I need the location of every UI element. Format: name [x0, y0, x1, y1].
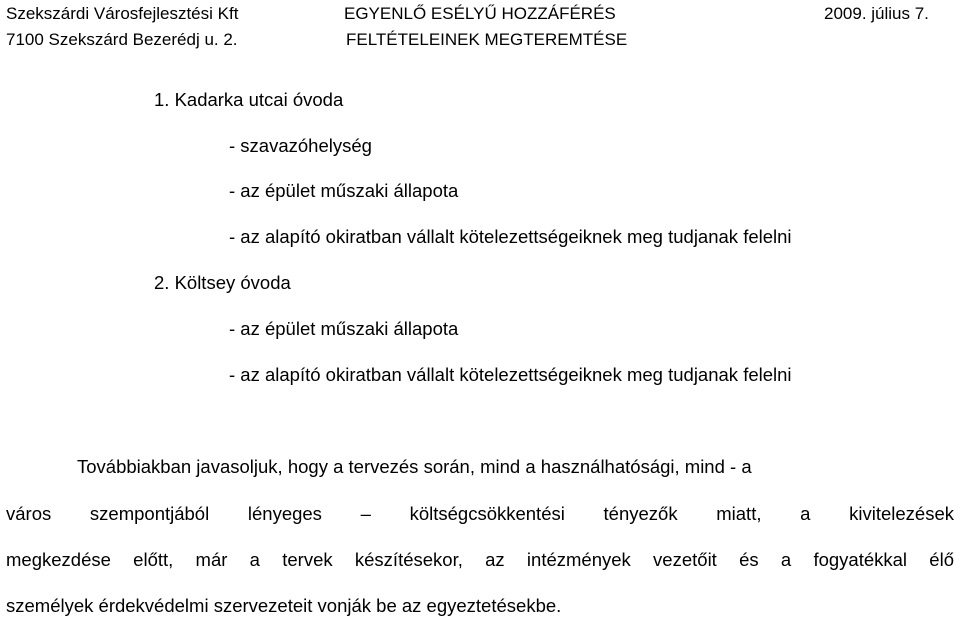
document-title-line-1: EGYENLŐ ESÉLYŰ HOZZÁFÉRÉS [344, 4, 616, 23]
section-1-item: - az épület műszaki állapota [229, 180, 459, 201]
section-2-heading: 2. Költsey óvoda [154, 272, 291, 293]
paragraph-line: megkezdése előtt, már a tervek készítésekor, az intézmények vezetőit és a fogyatékkal élő [6, 549, 954, 570]
document-date: 2009. július 7. [824, 4, 929, 23]
paragraph-line: Továbbiakban javasoljuk, hogy a tervezés során, mind a használhatósági, mind - a [77, 456, 752, 477]
section-2-item: - az épület műszaki állapota [229, 318, 459, 339]
paragraph-line: város szempontjából lényeges – költségcsökkentési tényezők miatt, a kivitelezések [6, 503, 954, 524]
section-1-item: - szavazóhelység [229, 135, 372, 156]
company-name: Szekszárdi Városfejlesztési Kft [6, 4, 239, 23]
section-2-item: - az alapító okiratban vállalt kötelezettségeiknek meg tudjanak felelni [229, 364, 792, 385]
document-title-line-2: FELTÉTELEINEK MEGTEREMTÉSE [346, 30, 628, 49]
paragraph-line: személyek érdekvédelmi szervezeteit vonják be az egyeztetésekbe. [6, 595, 562, 616]
company-address: 7100 Szekszárd Bezerédj u. 2. [6, 30, 238, 49]
section-1-heading: 1. Kadarka utcai óvoda [154, 89, 344, 110]
section-1-item: - az alapító okiratban vállalt kötelezettségeiknek meg tudjanak felelni [229, 226, 792, 247]
